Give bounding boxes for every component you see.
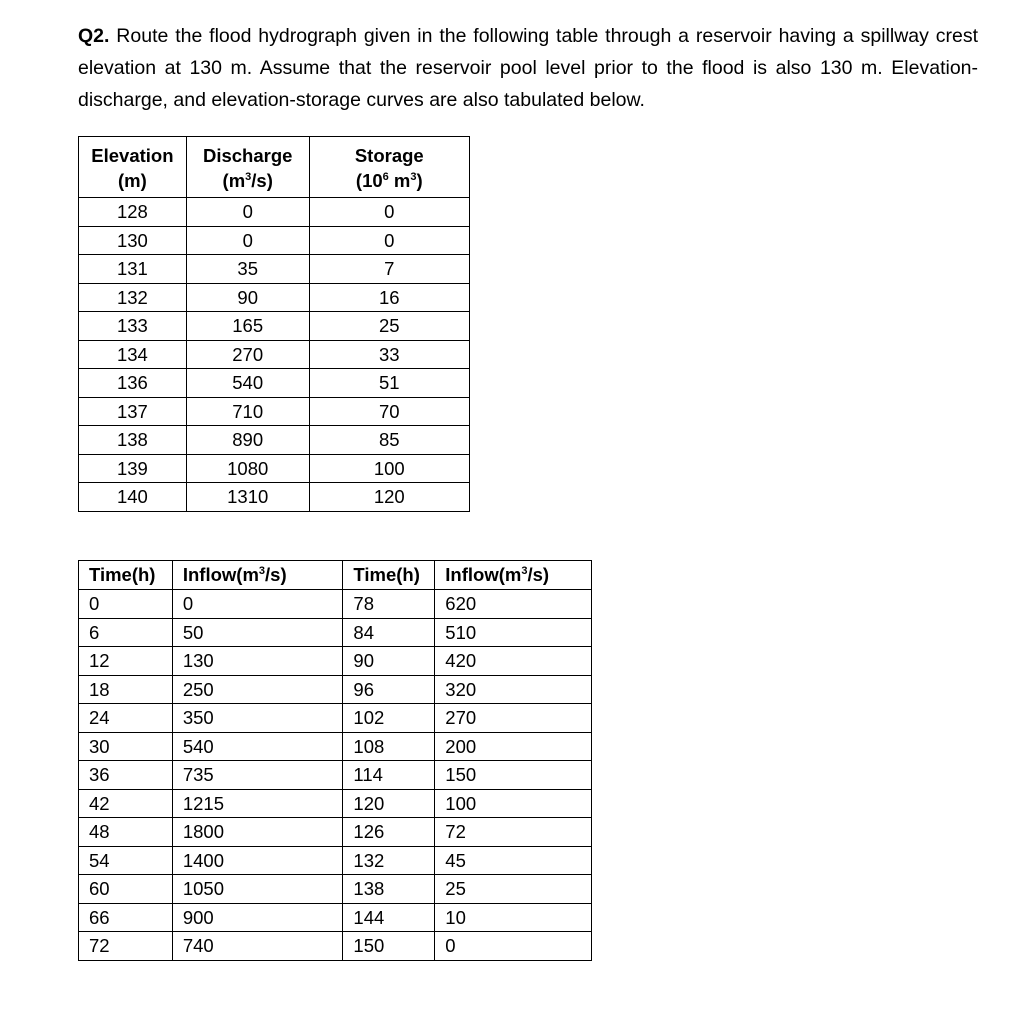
table-row: [79, 369, 470, 398]
table-row: [79, 226, 470, 255]
time-cell: 0: [79, 590, 173, 619]
inflow-cell: 25: [435, 875, 592, 904]
time-cell: 84: [343, 618, 435, 647]
time-cell: 96: [343, 675, 435, 704]
inflow-cell: 270: [435, 704, 592, 733]
inflow-cell: 250: [172, 675, 343, 704]
storage-header-unit: ($10^6$ $m^3$): [355, 170, 423, 191]
time-cell: 18: [79, 675, 173, 704]
table-row: [79, 426, 470, 455]
time-cell: 12: [79, 647, 173, 676]
inflow-cell: 200: [435, 732, 592, 761]
storage-cell: 16: [309, 283, 469, 312]
discharge-cell: 35: [186, 255, 309, 284]
inflow-cell: 0: [435, 932, 592, 961]
discharge-header-label: Discharge: [202, 145, 293, 166]
storage-cell: 120: [309, 483, 469, 512]
time-cell: 102: [343, 704, 435, 733]
discharge-header-unit: $(m^3/s)$: [222, 170, 273, 191]
table-row: [79, 198, 470, 227]
table-header-row: [79, 561, 592, 590]
storage-header: [309, 137, 469, 198]
elevation-cell: 132: [79, 283, 187, 312]
table-row: [79, 761, 592, 790]
storage-cell: 85: [309, 426, 469, 455]
elevation-cell: 133: [79, 312, 187, 341]
table-row: [79, 454, 470, 483]
inflow-header: $Inflow(m^3/s)$: [435, 561, 592, 590]
inflow-cell: 100: [435, 789, 592, 818]
inflow-cell: 320: [435, 675, 592, 704]
inflow-cell: 1800: [172, 818, 343, 847]
table-row: [79, 704, 592, 733]
storage-cell: 0: [309, 226, 469, 255]
table-row: [79, 590, 592, 619]
time-header: Time(h): [343, 561, 435, 590]
inflow-cell: 620: [435, 590, 592, 619]
elevation-cell: 130: [79, 226, 187, 255]
elevation-cell: 131: [79, 255, 187, 284]
storage-cell: 100: [309, 454, 469, 483]
table-row: [79, 340, 470, 369]
elevation-discharge-storage-table: [78, 136, 470, 512]
elevation-cell: 137: [79, 397, 187, 426]
time-cell: 42: [79, 789, 173, 818]
inflow-cell: 420: [435, 647, 592, 676]
elevation-cell: 134: [79, 340, 187, 369]
elevation-header: [79, 137, 187, 198]
elevation-cell: 140: [79, 483, 187, 512]
discharge-cell: 890: [186, 426, 309, 455]
time-cell: 36: [79, 761, 173, 790]
inflow-cell: 1400: [172, 846, 343, 875]
inflow-cell: 150: [435, 761, 592, 790]
table-header-row: [79, 137, 470, 198]
table-row: [79, 283, 470, 312]
discharge-header: [186, 137, 309, 198]
inflow-cell: 900: [172, 903, 343, 932]
time-header: Time(h): [79, 561, 173, 590]
table-row: [79, 903, 592, 932]
inflow-header: $Inflow(m^3/s)$: [172, 561, 343, 590]
inflow-cell: 510: [435, 618, 592, 647]
time-cell: 120: [343, 789, 435, 818]
time-cell: 24: [79, 704, 173, 733]
inflow-cell: 10: [435, 903, 592, 932]
table-row: [79, 675, 592, 704]
time-cell: 150: [343, 932, 435, 961]
inflow-cell: 45: [435, 846, 592, 875]
time-cell: 138: [343, 875, 435, 904]
discharge-cell: 710: [186, 397, 309, 426]
table-row: [79, 647, 592, 676]
storage-header-label: Storage: [354, 145, 424, 166]
storage-cell: 0: [309, 198, 469, 227]
table-row: [79, 255, 470, 284]
discharge-cell: 90: [186, 283, 309, 312]
inflow-hydrograph-table: [78, 560, 592, 961]
time-cell: 54: [79, 846, 173, 875]
discharge-cell: 270: [186, 340, 309, 369]
elevation-cell: 136: [79, 369, 187, 398]
time-cell: 30: [79, 732, 173, 761]
inflow-cell: 740: [172, 932, 343, 961]
storage-cell: 33: [309, 340, 469, 369]
inflow-cell: 540: [172, 732, 343, 761]
storage-cell: 51: [309, 369, 469, 398]
elevation-header-unit: (m): [118, 170, 147, 191]
question-body: Route the flood hydrograph given in the following table through a reservoir having a spillway crest elevation at 130 m. Assume that the reservoir pool level prior to the flood is also 130 m. Elevation-discharge, and elevation-storage curves are also tabulated below.: [78, 25, 978, 111]
table-row: [79, 618, 592, 647]
table-row: [79, 397, 470, 426]
table-row: [79, 932, 592, 961]
time-cell: 72: [79, 932, 173, 961]
discharge-cell: 1080: [186, 454, 309, 483]
discharge-cell: 165: [186, 312, 309, 341]
time-cell: 108: [343, 732, 435, 761]
inflow-cell: 1215: [172, 789, 343, 818]
time-cell: 114: [343, 761, 435, 790]
question-text: [78, 20, 978, 116]
question-label: Q2.: [78, 25, 110, 47]
elevation-cell: 138: [79, 426, 187, 455]
time-cell: 132: [343, 846, 435, 875]
inflow-cell: 735: [172, 761, 343, 790]
table-row: [79, 312, 470, 341]
discharge-cell: 0: [186, 198, 309, 227]
discharge-cell: 1310: [186, 483, 309, 512]
discharge-cell: 540: [186, 369, 309, 398]
time-cell: 78: [343, 590, 435, 619]
time-cell: 66: [79, 903, 173, 932]
time-cell: 90: [343, 647, 435, 676]
discharge-cell: 0: [186, 226, 309, 255]
time-cell: 48: [79, 818, 173, 847]
table-row: [79, 875, 592, 904]
table-row: [79, 818, 592, 847]
storage-cell: 70: [309, 397, 469, 426]
inflow-cell: 130: [172, 647, 343, 676]
time-cell: 6: [79, 618, 173, 647]
table-row: [79, 483, 470, 512]
table-row: [79, 789, 592, 818]
inflow-cell: 0: [172, 590, 343, 619]
inflow-cell: 1050: [172, 875, 343, 904]
inflow-cell: 50: [172, 618, 343, 647]
time-cell: 144: [343, 903, 435, 932]
elevation-header-label: Elevation: [91, 145, 174, 166]
storage-cell: 25: [309, 312, 469, 341]
time-cell: 60: [79, 875, 173, 904]
storage-cell: 7: [309, 255, 469, 284]
elevation-cell: 128: [79, 198, 187, 227]
table-row: [79, 732, 592, 761]
time-cell: 126: [343, 818, 435, 847]
elevation-cell: 139: [79, 454, 187, 483]
table-row: [79, 846, 592, 875]
inflow-cell: 72: [435, 818, 592, 847]
inflow-cell: 350: [172, 704, 343, 733]
